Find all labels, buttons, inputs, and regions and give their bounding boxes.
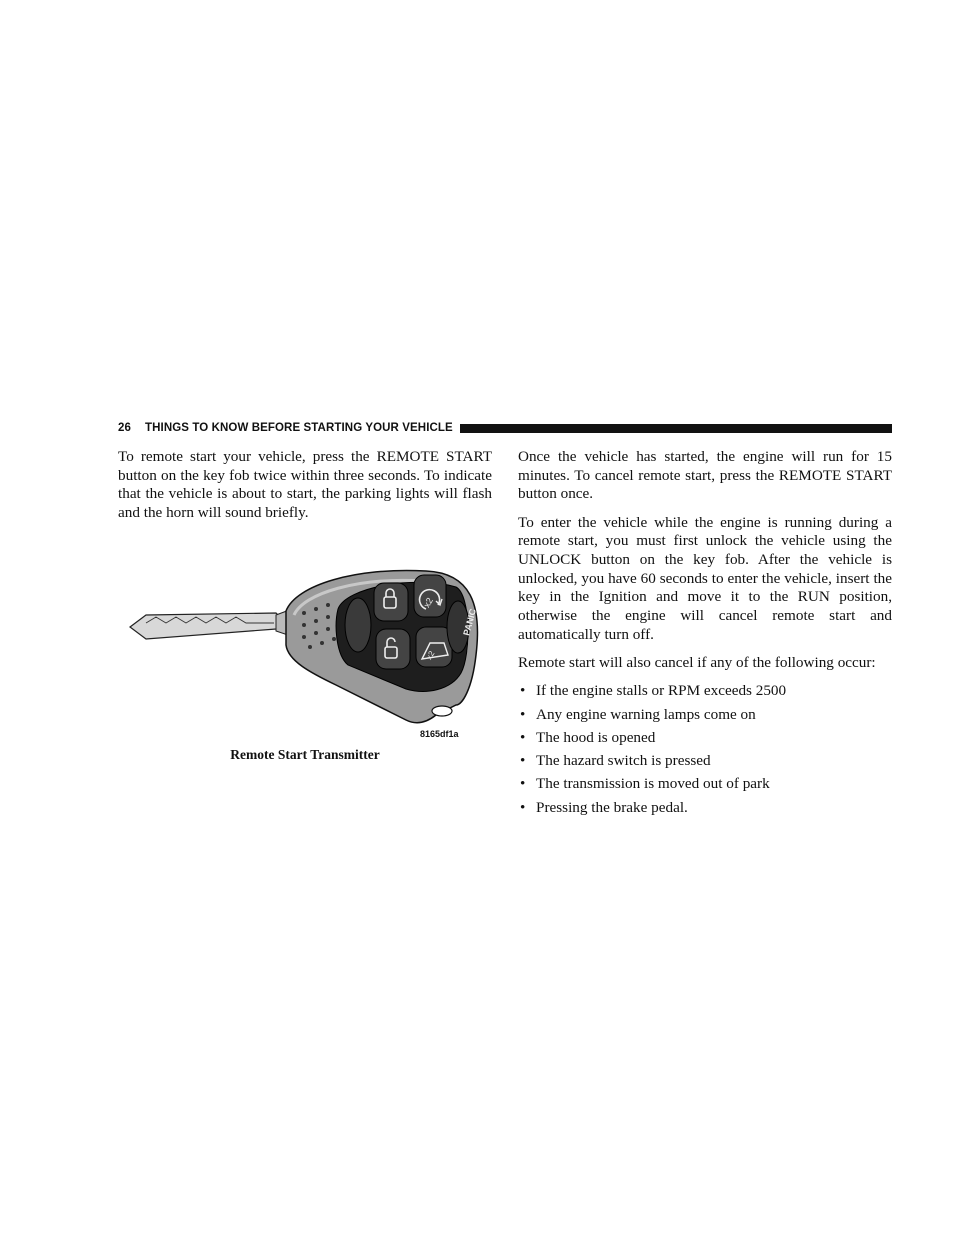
list-item: • The hazard switch is pressed	[520, 752, 711, 770]
remote-start-instructions: To remote start your vehicle, press the REMOTE START button on the key fob twice within three seconds. To indicate that the vehicle is about to start, the parking lights will flash and the horn will sound briefly.	[118, 448, 492, 522]
enter-vehicle-paragraph: To enter the vehicle while the engine is running during a remote start, you must first unlock the vehicle using the UNLOCK button on the key fob. After the vehicle is unlocked, you have 60 seconds to enter the vehicle, insert the key in the Ignition and move it to the RUN position, otherwise the engine will cancel remote start and automatically turn off.	[518, 513, 892, 643]
left-column	[118, 448, 492, 532]
right-column	[518, 448, 892, 822]
blank-button	[345, 598, 371, 652]
page-number: 26	[118, 422, 131, 434]
list-item: • If the engine stalls or RPM exceeds 2500	[520, 682, 787, 700]
list-item: • The hood is opened	[520, 728, 656, 746]
key-fob-illustration	[126, 565, 488, 745]
bullet-icon: •	[520, 775, 526, 793]
section-title: THINGS TO KNOW BEFORE STARTING YOUR VEHICLE	[145, 422, 453, 434]
remote-start-x2-label: x2	[421, 595, 435, 610]
header-rule	[460, 424, 892, 433]
remote-start-button	[414, 575, 446, 617]
bullet-icon: •	[520, 798, 526, 816]
bullet-icon: •	[520, 705, 526, 723]
figure-id: 8165df1a	[420, 729, 459, 739]
engine-run-paragraph: Once the vehicle has started, the engine will run for 15 minutes. To cancel remote start, press the REMOTE START button once.	[518, 448, 892, 503]
liftgate-button	[416, 627, 452, 667]
key-ring-hole	[432, 706, 452, 716]
liftgate-x2-label: x2	[424, 649, 437, 662]
list-item: • The transmission is moved out of park	[520, 775, 770, 793]
cancel-conditions-list	[518, 682, 892, 817]
key-blade	[130, 613, 284, 639]
figure-caption: Remote Start Transmitter	[230, 747, 380, 762]
page-header	[118, 420, 892, 436]
panic-label: PANIC	[461, 607, 479, 637]
list-item: • Pressing the brake pedal.	[520, 798, 688, 816]
list-item: • Any engine warning lamps come on	[520, 705, 756, 723]
unlock-button	[376, 629, 410, 669]
cancel-conditions-intro: Remote start will also cancel if any of the following occur:	[518, 654, 876, 672]
bullet-icon: •	[520, 728, 526, 746]
bullet-icon: •	[520, 682, 526, 700]
bullet-icon: •	[520, 752, 526, 770]
